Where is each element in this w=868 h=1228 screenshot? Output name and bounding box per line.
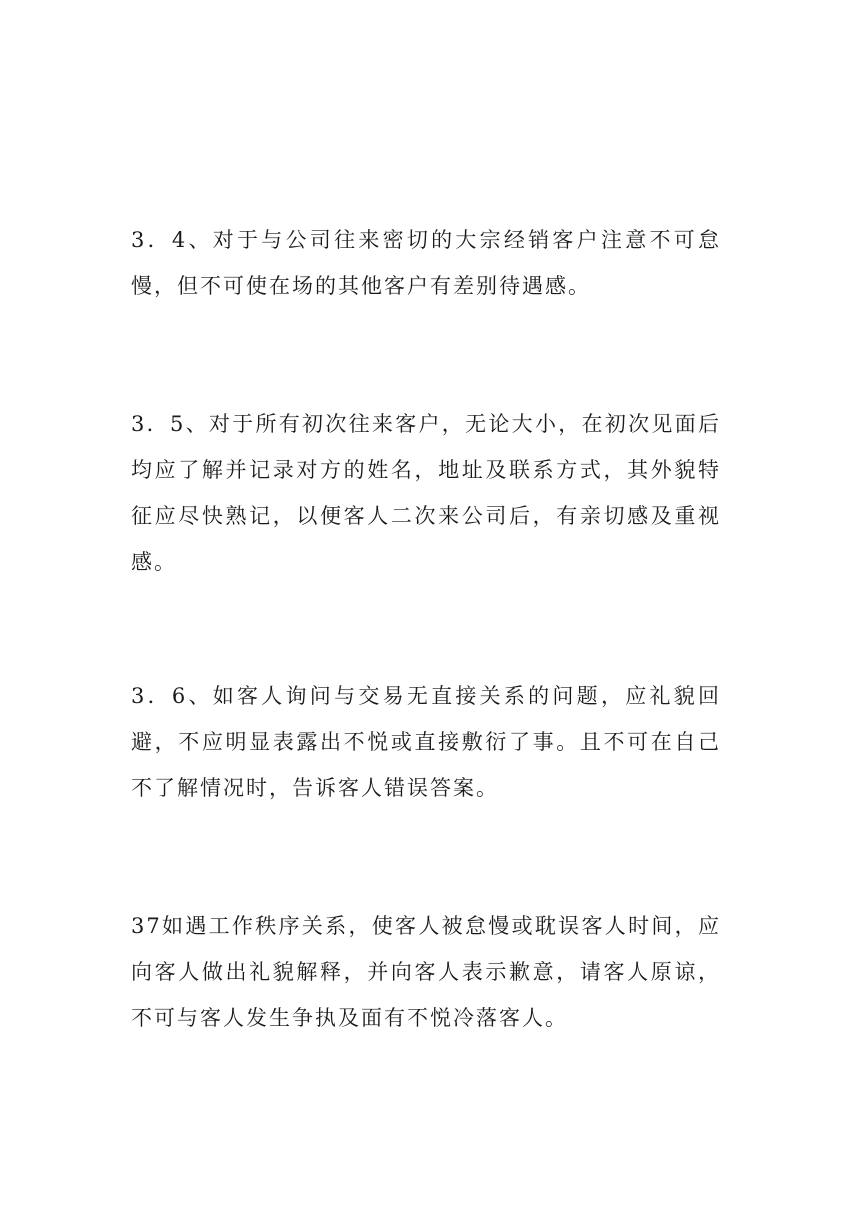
- paragraph-3-4: 3．4、对于与公司往来密切的大宗经销客户注意不可怠慢，但不可使在场的其他客户有差别待遇感。: [131, 228, 721, 298]
- paragraph-3-6: 3．6、如客人询问与交易无直接关系的问题，应礼貌回避，不应明显表露出不悦或直接敷衍了事。且不可在自己不了解情况时，告诉客人错误答案。: [131, 684, 721, 800]
- paragraph-3-7: 37如遇工作秩序关系，使客人被怠慢或耽误客人时间，应向客人做出礼貌解释，并向客人表示歉意，请客人原谅，不可与客人发生争执及面有不悦冷落客人。: [131, 914, 721, 1030]
- paragraph-3-5: 3．5、对于所有初次往来客户，无论大小，在初次见面后均应了解并记录对方的姓名，地址及联系方式，其外貌特征应尽快熟记，以便客人二次来公司后，有亲切感及重视感。: [131, 412, 721, 574]
